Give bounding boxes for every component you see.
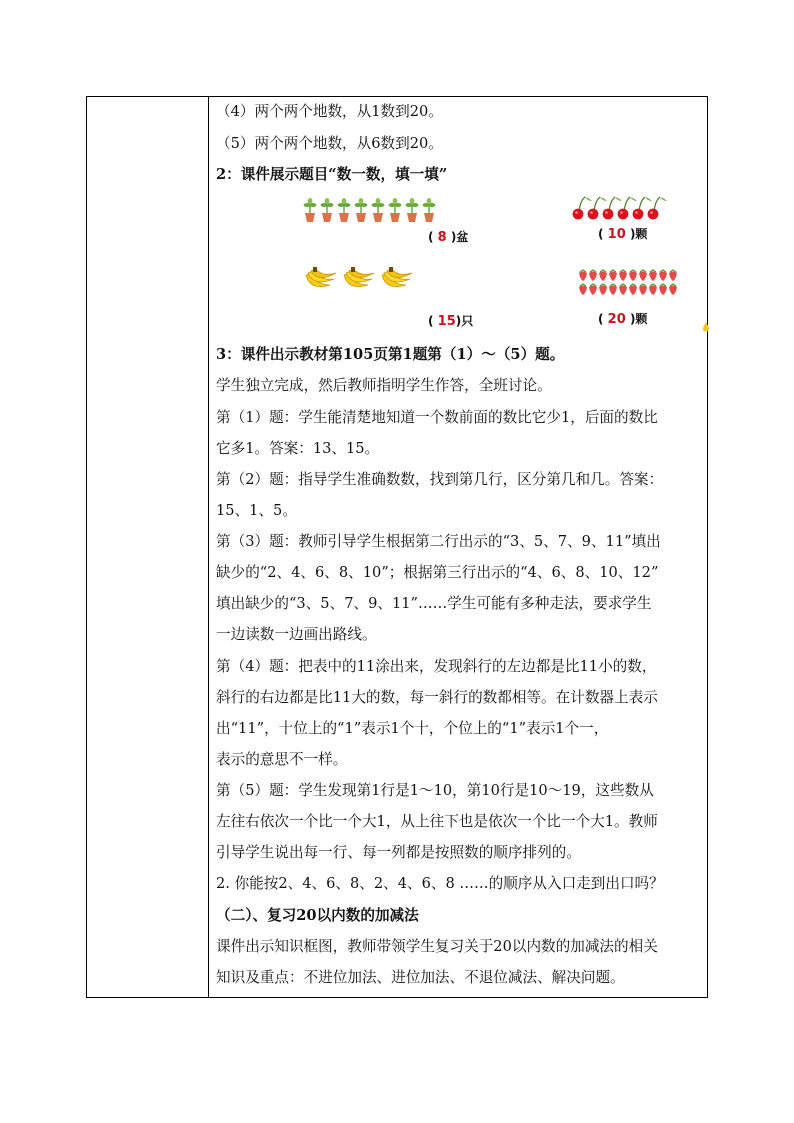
section-heading: 2：课件展示题目“数一数，填一填” [216,166,448,183]
text-line: 第（5）题：学生发现第1行是1～10，第10行是10～19，这些数从 [216,782,654,799]
section-heading: 3：课件出示教材第105页第1题第（1）～（5）题。 [216,346,565,363]
cherries-answer: 10 [607,227,626,242]
text-line: 第（2）题：指导学生准确数数，找到第几行，区分第几和几。答案： [216,471,664,488]
text-line: 斜行的右边都是比11大的数，每一斜行的数都相等。在计数器上表示 [216,689,658,706]
text-line: （4）两个两个地数，从1数到20。 [216,103,443,120]
bananas-image [304,265,416,295]
text-line: 知识及重点：不进位加法、进位加法、不退位减法、解决问题。 [216,969,625,986]
text-line: 学生独立完成，然后教师指明学生作答，全班讨论。 [216,377,552,394]
plants-caption: ( 8 )盆 [428,230,469,245]
strawberries-answer: 20 [607,312,626,327]
bananas-caption: ( 15)只 [428,314,474,329]
text-line: 15、1、5。 [216,502,297,519]
text-line: 第（3）题：教师引导学生根据第二行出示的“3、5、7、9、11”填出 [216,533,661,550]
text-line: 一边读数一边画出路线。 [216,626,377,643]
cherries-image [572,195,672,221]
text-line: 它多1。答案：13、15。 [216,440,380,457]
text-line: 引导学生说出每一行、每一列都是按照数的顺序排列的。 [216,844,581,861]
lesson-table [86,96,708,998]
bananas-answer: 15 [437,314,456,329]
pear-icon [702,321,710,332]
flower-pots-image [302,197,438,223]
text-line: （5）两个两个地数，从6数到20。 [216,135,443,152]
plants-answer: 8 [437,230,447,245]
text-line: 第（4）题：把表中的11涂出来，发现斜行的左边都是比11小的数， [216,658,657,675]
text-line: 第（1）题：学生能清楚地知道一个数前面的数比它少1，后面的数比 [216,409,658,426]
cherries-caption: ( 10 )颗 [598,227,648,242]
section-heading: （二）、复习20以内数的加减法 [216,907,419,924]
column-divider [208,97,209,997]
text-line: 课件出示知识框图，教师带领学生复习关于20以内数的加减法的相关 [216,938,658,955]
text-line: 表示的意思不一样。 [216,751,348,768]
strawberries-image [578,269,688,296]
text-line: 填出缺少的“3、5、7、9、11”……学生可能有多种走法，要求学生 [216,595,652,612]
text-line: 2. 你能按2、4、6、8、2、4、6、8 ……的顺序从入口走到出口吗？ [216,875,664,892]
strawberries-caption: ( 20 )颗 [598,312,648,327]
text-line: 缺少的“2、4、6、8、10”；根据第三行出示的“4、6、8、10、12” [216,564,659,581]
text-line: 左往右依次一个比一个大1，从上往下也是依次一个比一个大1。教师 [216,813,658,830]
text-line: 出“11”，十位上的“1”表示1个十，个位上的“1”表示1个一， [216,720,609,737]
